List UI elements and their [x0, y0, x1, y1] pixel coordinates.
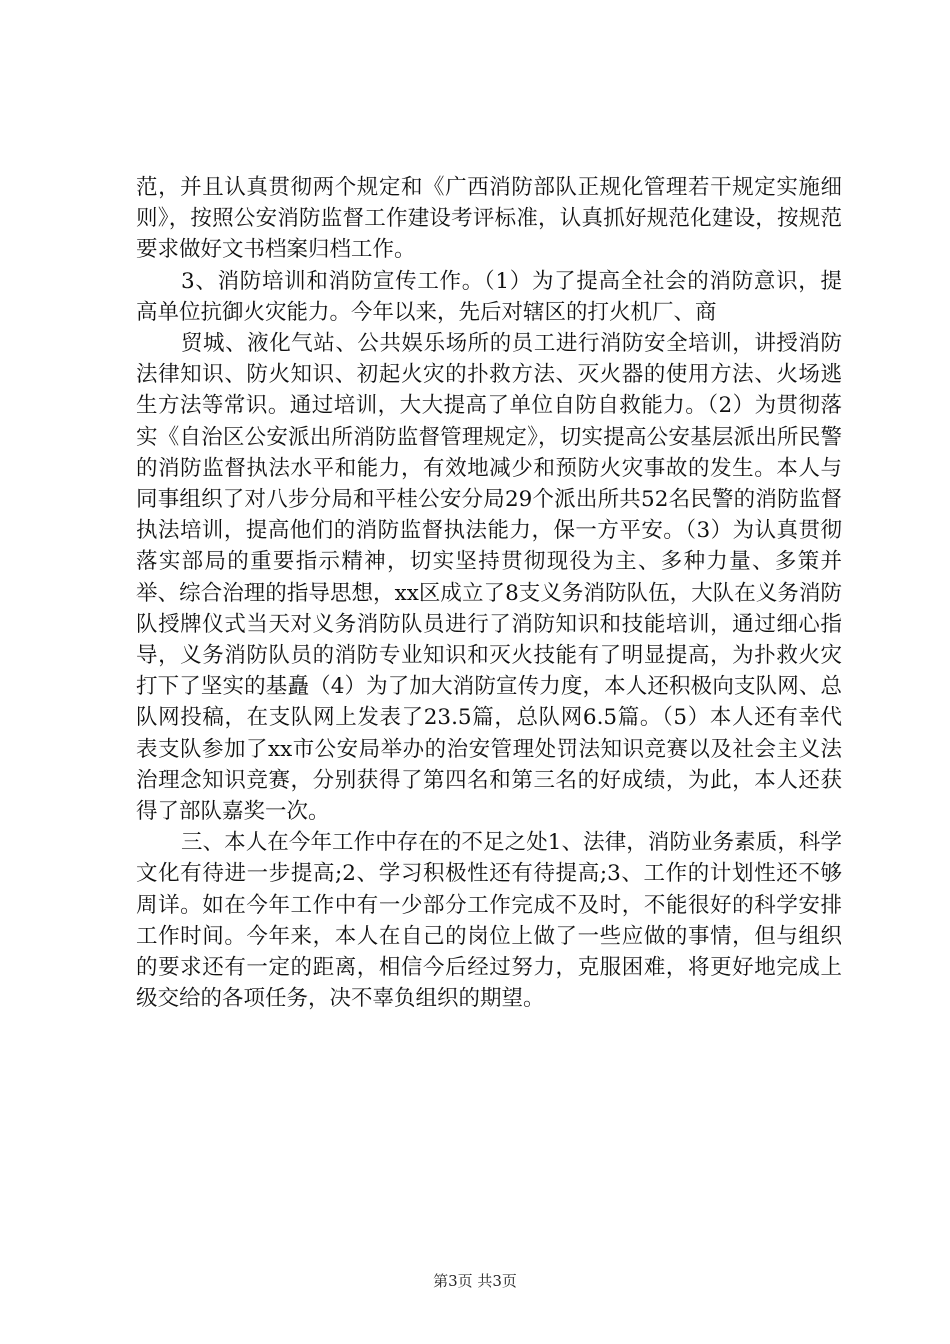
- page-number-footer: 第3页 共3页: [433, 1272, 517, 1290]
- paragraph-training-section: 3、消防培训和消防宣传工作。（1）为了提高全社会的消防意识，提高单位抗御火灾能力。今年以来，先后对辖区的打火机厂、商: [136, 268, 842, 325]
- paragraph-shortcomings: 三、本人在今年工作中存在的不足之处1、法律，消防业务素质，科学文化有待进一步提高;2、学习积极性还有待提高;3、工作的计划性还不够周详。如在今年工作中有一少部分工作完成不及时，不能很好的科学安排工作时间。今年来，本人在自己的岗位上做了一些应做的事情，但与组织的要求还有一定的距离，相信今后经过努力，克服困难，将更好地完成上级交给的各项任务，决不辜负组织的期望。: [136, 830, 842, 1012]
- paragraph-continuation: 范，并且认真贯彻两个规定和《广西消防部队正规化管理若干规定实施细则》，按照公安消防监督工作建设考评标准，认真抓好规范化建设，按规范要求做好文书档案归档工作。: [136, 175, 842, 263]
- paragraph-training-details: 贸城、液化气站、公共娱乐场所的员工进行消防安全培训，讲授消防法律知识、防火知识、初起火灾的扑救方法、灭火器的使用方法、火场逃生方法等常识。通过培训，大大提高了单位自防自救能力。（2）为贯彻落实《自治区公安派出所消防监督管理规定》，切实提高公安基层派出所民警的消防监督执法水平和能力，有效地减少和预防火灾事故的发生。本人与同事组织了对八步分局和平桂公安分局29个派出所共52名民警的消防监督执法培训，提高他们的消防监督执法能力，保一方平安。（3）为认真贯彻落实部局的重要指示精神，切实坚持贯彻现役为主、多种力量、多策并举、综合治理的指导思想，xx区成立了8支义务消防队伍，大队在义务消防队授牌仪式当天对义务消防队员进行了消防知识和技能培训，通过细心指导，义务消防队员的消防专业知识和灭火技能有了明显提高，为扑救火灾打下了坚实的基矗（4）为了加大消防宣传力度，本人还积极向支队网、总队网投稿，在支队网上发表了23.5篇，总队网6.5篇。（5）本人还有幸代表支队参加了xx市公安局举办的治安管理处罚法知识竞赛以及社会主义法治理念知识竞赛，分别获得了第四名和第三名的好成绩，为此，本人还获得了部队嘉奖一次。: [136, 331, 842, 825]
- document-body: [136, 172, 842, 1014]
